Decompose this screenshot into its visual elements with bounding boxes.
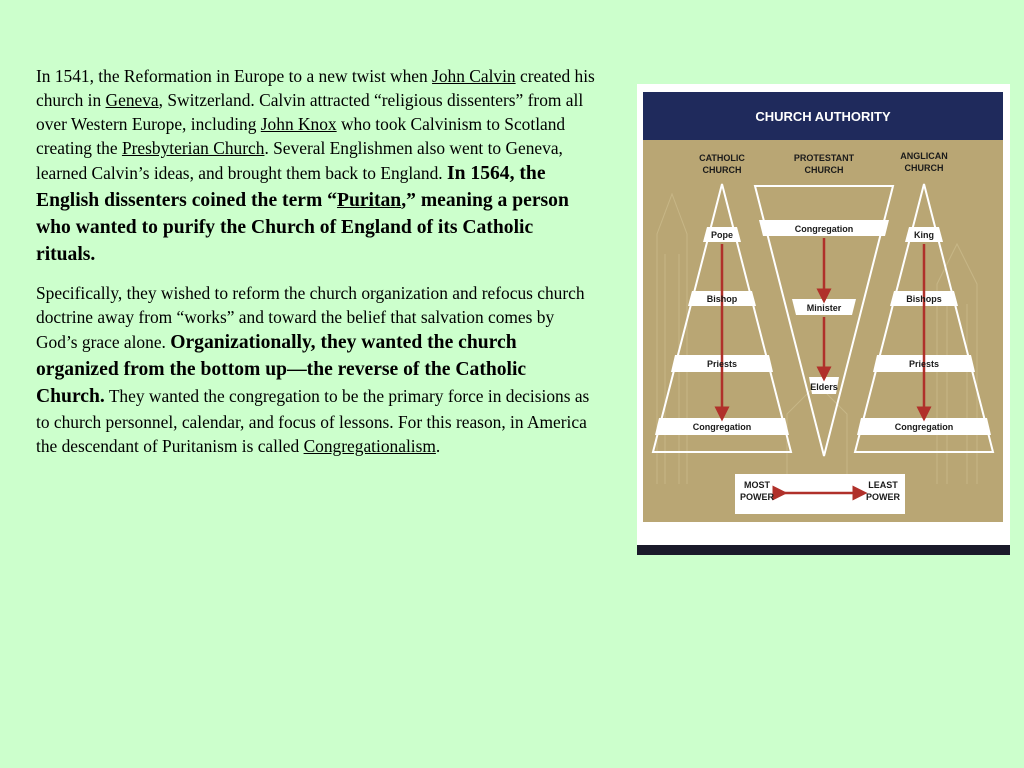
legend-least-2: POWER [865, 492, 901, 502]
link-presbyterian-church[interactable]: Presbyterian Church [121, 138, 265, 158]
protestant-heading-2: CHURCH [804, 165, 844, 175]
church-authority-diagram [637, 84, 1010, 555]
anglican-level-3: Priests [908, 359, 940, 369]
catholic-level-4: Congregation [692, 422, 752, 432]
anglican-level-1: King [914, 230, 934, 240]
anglican-level-4: Congregation [894, 422, 954, 432]
paragraph-reformation [36, 64, 596, 268]
p1-text-4: who took Calvinism to Scotland creating the [36, 114, 566, 158]
anglican-heading-2: CHURCH [904, 163, 944, 173]
p2-text-3: . [435, 436, 441, 456]
legend-most-2: POWER [739, 492, 775, 502]
p1-bold-1: In 1564, the English dissenters coined the term “ [36, 163, 546, 211]
p2-bold: Organizationally, they wanted the church organized from the bottom up—the reverse of the Catholic Church. [36, 332, 527, 407]
diagram-bottom-strip [637, 545, 1010, 555]
catholic-level-3: Priests [706, 359, 738, 369]
link-puritan[interactable]: Puritan [336, 190, 402, 211]
catholic-level-2: Bishop [706, 294, 738, 304]
paragraph-organization [36, 281, 596, 458]
link-geneva[interactable]: Geneva [105, 90, 159, 110]
catholic-level-1: Pope [710, 230, 734, 240]
p1-text-1: In 1541, the Reformation in Europe to a new twist when [36, 66, 433, 86]
text-column [36, 64, 596, 458]
anglican-level-2: Bishops [906, 294, 942, 304]
link-john-knox[interactable]: John Knox [260, 114, 337, 134]
p1-text-3: , Switzerland. Calvin attracted “religious dissenters” from all over Western Europe, including [36, 90, 584, 134]
diagram-title: CHURCH AUTHORITY [755, 109, 891, 124]
p2-text-1: Specifically, they wished to reform the church organization and refocus church doctrine away from “works” and toward the belief that salvation comes by God’s grace alone. [36, 283, 585, 352]
protestant-heading-1: PROTESTANT [793, 153, 855, 163]
catholic-heading-1: CATHOLIC [699, 153, 745, 163]
protestant-level-1: Congregation [794, 224, 854, 234]
protestant-level-2: Minister [806, 303, 842, 313]
diagram-svg [637, 84, 1010, 555]
p2-text-2: They wanted the congregation to be the primary force in decisions as to church personnel, calendar, and focus of lessons. For this reason, in America the descendant of Puritanism is called [36, 386, 590, 456]
p1-bold-2: ,” meaning a person who wanted to purify the Church of England of its Catholic rituals. [36, 190, 569, 265]
link-john-calvin[interactable]: John Calvin [432, 66, 516, 86]
catholic-heading-2: CHURCH [702, 165, 742, 175]
p1-text-2: created his church in [36, 66, 595, 110]
anglican-heading-1: ANGLICAN [900, 151, 948, 161]
legend-most-1: MOST [744, 480, 770, 490]
p1-text-5: . Several Englishmen also went to Geneva, learned Calvin’s ideas, and brought them back to England. [36, 138, 563, 183]
protestant-level-3: Elders [810, 382, 838, 392]
legend-least-1: LEAST [868, 480, 898, 490]
link-congregationalism[interactable]: Congregationalism [303, 436, 436, 456]
power-legend [735, 474, 905, 514]
